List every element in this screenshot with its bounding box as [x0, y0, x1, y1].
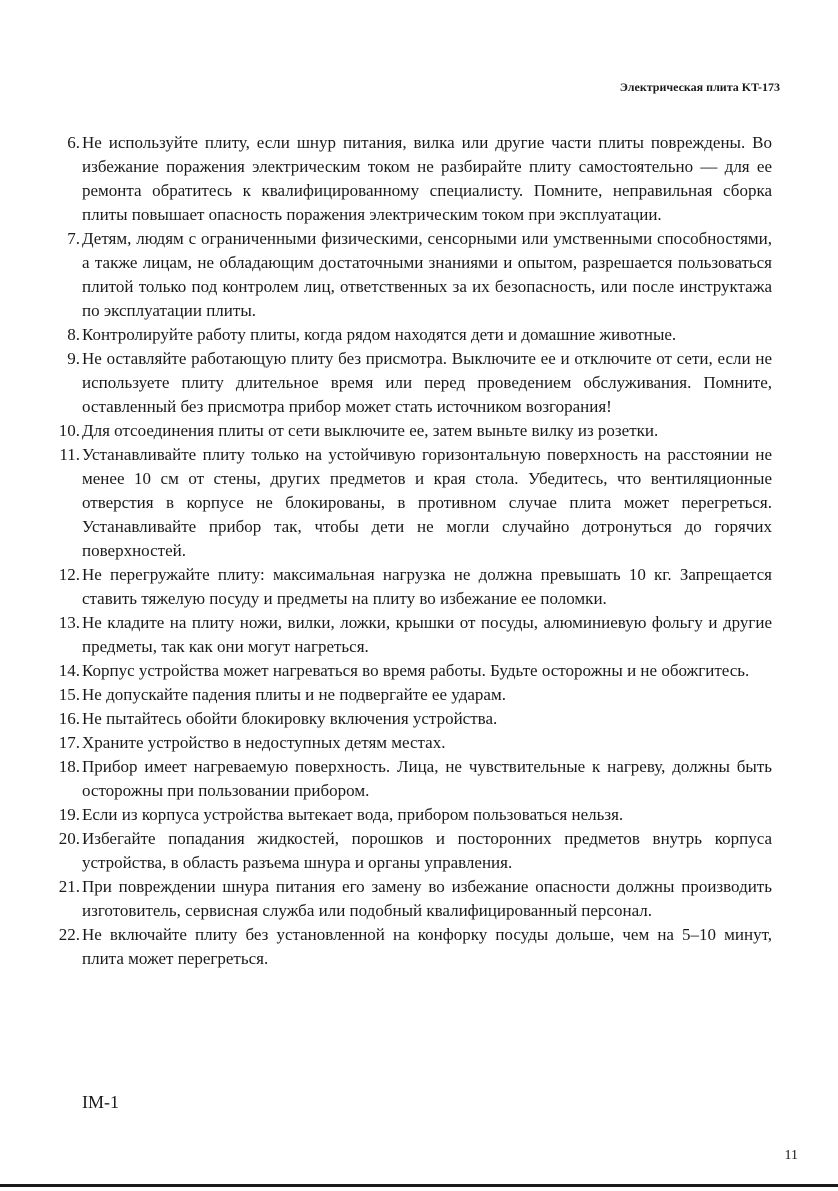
item-text: Не включайте плиту без установленной на конфорку посуды дольше, чем на 5–10 минут, плита может перегреться.: [82, 925, 772, 968]
item-text: Не используйте плиту, если шнур питания, вилка или другие части плиты повреждены. Во избежание поражения электрическим током не разбирайте плиту самостоятельно — для ее ремонта обратитесь к квалифицированному специалисту. Помните, неправильная сборка плиты повышает опасность поражения электрическим током при эксплуатации.: [82, 133, 772, 224]
list-item: [48, 419, 772, 443]
item-number: 10.: [58, 421, 80, 440]
item-number: 21.: [58, 877, 80, 896]
item-text: Не перегружайте плиту: максимальная нагрузка не должна превышать 10 кг. Запрещается ставить тяжелую посуду и предметы на плиту во избежание ее поломки.: [82, 565, 772, 608]
document-code: IM-1: [82, 1092, 119, 1112]
item-number: 22.: [58, 925, 80, 944]
item-text: Корпус устройства может нагреваться во время работы. Будьте осторожны и не обожгитесь.: [82, 661, 750, 680]
bottom-rule: [0, 1184, 838, 1187]
list-item: [48, 731, 772, 755]
item-text: Не пытайтесь обойти блокировку включения устройства.: [82, 709, 498, 728]
item-text: Устанавливайте плиту только на устойчивую горизонтальную поверхность на расстоянии не менее 10 см от стены, других предметов и края стола. Убедитесь, что вентиляционные отверстия в корпусе не блокированы, в противном случае плита может перегреться. Устанавливайте прибор так, чтобы дети не могли случайно дотронуться до горячих поверхностей.: [82, 445, 772, 560]
list-item: [48, 659, 772, 683]
item-text: Избегайте попадания жидкостей, порошков и посторонних предметов внутрь корпуса устройства, в область разъема шнура и органы управления.: [82, 829, 772, 872]
list-item: [48, 755, 772, 803]
item-text: Прибор имеет нагреваемую поверхность. Лица, не чувствительные к нагреву, должны быть осторожны при пользовании прибором.: [82, 757, 772, 800]
list-item: [48, 923, 772, 971]
page-number: 11: [784, 1148, 798, 1163]
item-number: 15.: [58, 685, 80, 704]
list-item: [48, 131, 772, 227]
running-header: Электрическая плита KT-173: [619, 80, 780, 94]
item-number: 18.: [58, 757, 80, 776]
safety-instructions-list: [48, 131, 772, 971]
list-item: [48, 323, 772, 347]
item-number: 13.: [58, 613, 80, 632]
list-item: [48, 443, 772, 563]
item-number: 8.: [67, 325, 80, 344]
list-item: [48, 875, 772, 923]
item-text: Детям, людям с ограниченными физическими, сенсорными или умственными способностями, а также лицам, не обладающим достаточными знаниями и опытом, разрешается пользоваться плитой только под контролем лиц, ответственных за их безопасность, или после инструктажа по эксплуатации плиты.: [82, 229, 772, 320]
item-number: 6.: [67, 133, 80, 152]
item-text: При повреждении шнура питания его замену во избежание опасности должны производить изготовитель, сервисная служба или подобный квалифицированный персонал.: [82, 877, 772, 920]
item-number: 12.: [58, 565, 80, 584]
item-text: Контролируйте работу плиты, когда рядом находятся дети и домашние животные.: [82, 325, 677, 344]
list-item: [48, 611, 772, 659]
list-item: [48, 707, 772, 731]
list-item: [48, 227, 772, 323]
list-item: [48, 563, 772, 611]
item-number: 19.: [58, 805, 80, 824]
item-text: Не оставляйте работающую плиту без присмотра. Выключите ее и отключите от сети, если не используете плиту длительное время или перед проведением обслуживания. Помните, оставленный без присмотра прибор может стать источником возгорания!: [82, 349, 772, 416]
item-number: 9.: [67, 349, 80, 368]
item-text: Для отсоединения плиты от сети выключите ее, затем выньте вилку из розетки.: [82, 421, 659, 440]
item-number: 11.: [59, 445, 80, 464]
item-text: Не допускайте падения плиты и не подвергайте ее ударам.: [82, 685, 506, 704]
list-item: [48, 347, 772, 419]
item-text: Храните устройство в недоступных детям местах.: [82, 733, 446, 752]
item-number: 14.: [58, 661, 80, 680]
item-number: 17.: [58, 733, 80, 752]
item-text: Не кладите на плиту ножи, вилки, ложки, крышки от посуды, алюминиевую фольгу и другие предметы, так как они могут нагреться.: [82, 613, 772, 656]
item-number: 20.: [58, 829, 80, 848]
item-text: Если из корпуса устройства вытекает вода, прибором пользоваться нельзя.: [82, 805, 624, 824]
item-number: 7.: [67, 229, 80, 248]
list-item: [48, 683, 772, 707]
list-item: [48, 803, 772, 827]
item-number: 16.: [58, 709, 80, 728]
list-item: [48, 827, 772, 875]
